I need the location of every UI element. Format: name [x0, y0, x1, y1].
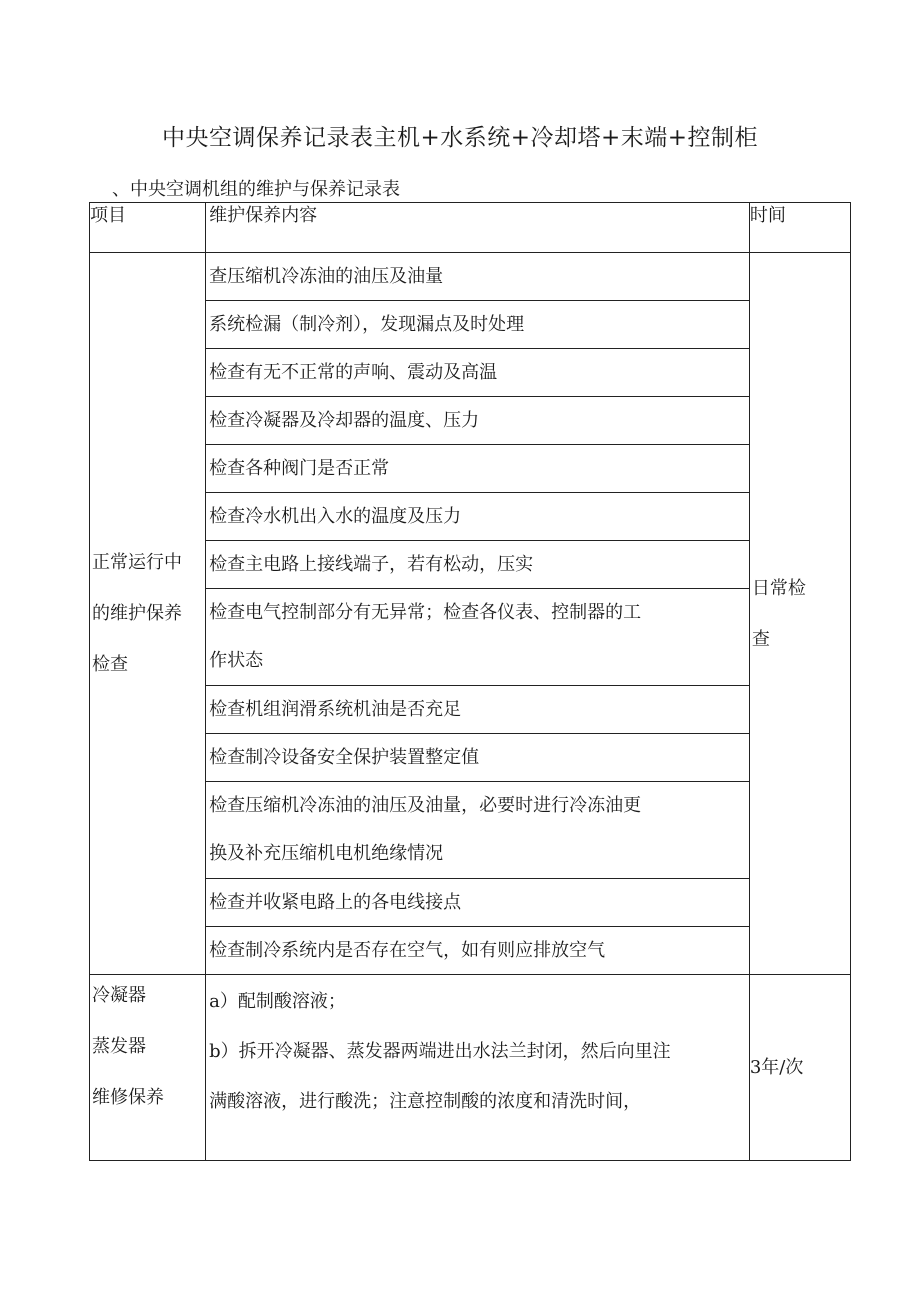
section1-category-line: 正常运行中 — [92, 552, 182, 573]
maintenance-item-line: 检查主电路上接线端子，若有松动，压实 — [209, 553, 534, 575]
section1-frequency — [749, 253, 850, 975]
maintenance-item — [206, 927, 750, 975]
section1-frequency-line: 日常检 — [751, 577, 806, 599]
document-title: 中央空调保养记录表主机+水系统+冷却塔+末端+控制柜 — [161, 125, 759, 151]
section2-category — [90, 975, 206, 1161]
maintenance-item-line: 检查机组润滑系统机油是否充足 — [209, 698, 462, 720]
maintenance-item-line: 检查冷水机出入水的温度及压力 — [209, 505, 462, 527]
maintenance-item — [206, 253, 750, 301]
section1-body — [90, 253, 851, 975]
maintenance-item-line: 检查制冷设备安全保护装置整定值 — [209, 746, 480, 768]
maintenance-item-line: 检查制冷系统内是否存在空气，如有则应排放空气 — [209, 939, 606, 961]
section1-category-line: 检查 — [92, 654, 128, 675]
maintenance-item-line: 检查电气控制部分有无异常；检查各仪表、控制器的工 — [209, 602, 642, 623]
section2-category-line: 维修保养 — [92, 1087, 164, 1108]
header-content: 维护保养内容 — [206, 203, 750, 253]
maintenance-item — [206, 493, 750, 541]
maintenance-item-line: 查压缩机冷冻油的油压及油量 — [209, 265, 444, 287]
maintenance-item-line: 检查冷凝器及冷却器的温度、压力 — [209, 409, 480, 431]
section2-category-line: 冷凝器 — [92, 985, 146, 1006]
section2-content-line: b）拆开冷凝器、蒸发器两端进出水法兰封闭，然后向里注 — [209, 1041, 671, 1062]
maintenance-item — [206, 589, 750, 686]
maintenance-item — [206, 879, 750, 927]
header-time: 时间 — [749, 203, 850, 253]
maintenance-item-line: 检查并收紧电路上的各电线接点 — [209, 891, 462, 913]
maintenance-item — [206, 541, 750, 589]
section2-category-line: 蒸发器 — [92, 1036, 146, 1057]
maintenance-item-line: 换及补充压缩机电机绝缘情况 — [209, 843, 444, 864]
section2-content-line: a）配制酸溶液； — [209, 991, 346, 1012]
table-row — [90, 253, 851, 301]
maintenance-item-line: 系统检漏（制冷剂），发现漏点及时处理 — [209, 313, 525, 335]
maintenance-item-line: 作状态 — [209, 650, 264, 671]
table-header-row — [90, 203, 851, 253]
maintenance-item-line: 检查各种阀门是否正常 — [209, 457, 390, 479]
section1-frequency-line: 查 — [751, 628, 770, 650]
maintenance-item — [206, 301, 750, 349]
section2-row — [90, 975, 851, 1161]
section2-frequency: 3年/次 — [749, 975, 850, 1161]
maintenance-item — [206, 397, 750, 445]
section2-content-line: 满酸溶液，进行酸洗；注意控制酸的浓度和清洗时间， — [209, 1091, 642, 1112]
maintenance-item — [206, 686, 750, 734]
section1-category — [90, 253, 206, 975]
maintenance-item — [206, 349, 750, 397]
maintenance-item — [206, 782, 750, 879]
maintenance-item — [206, 734, 750, 782]
section1-category-line: 的维护保养 — [92, 603, 182, 624]
maintenance-table — [89, 202, 851, 1161]
maintenance-item — [206, 445, 750, 493]
header-item: 项目 — [90, 203, 206, 253]
document-subtitle: 、中央空调机组的维护与保养记录表 — [112, 179, 400, 200]
section2-content — [206, 975, 750, 1161]
maintenance-item-line: 检查压缩机冷冻油的油压及油量，必要时进行冷冻油更 — [209, 795, 642, 816]
maintenance-item-line: 检查有无不正常的声响、震动及高温 — [209, 361, 498, 383]
